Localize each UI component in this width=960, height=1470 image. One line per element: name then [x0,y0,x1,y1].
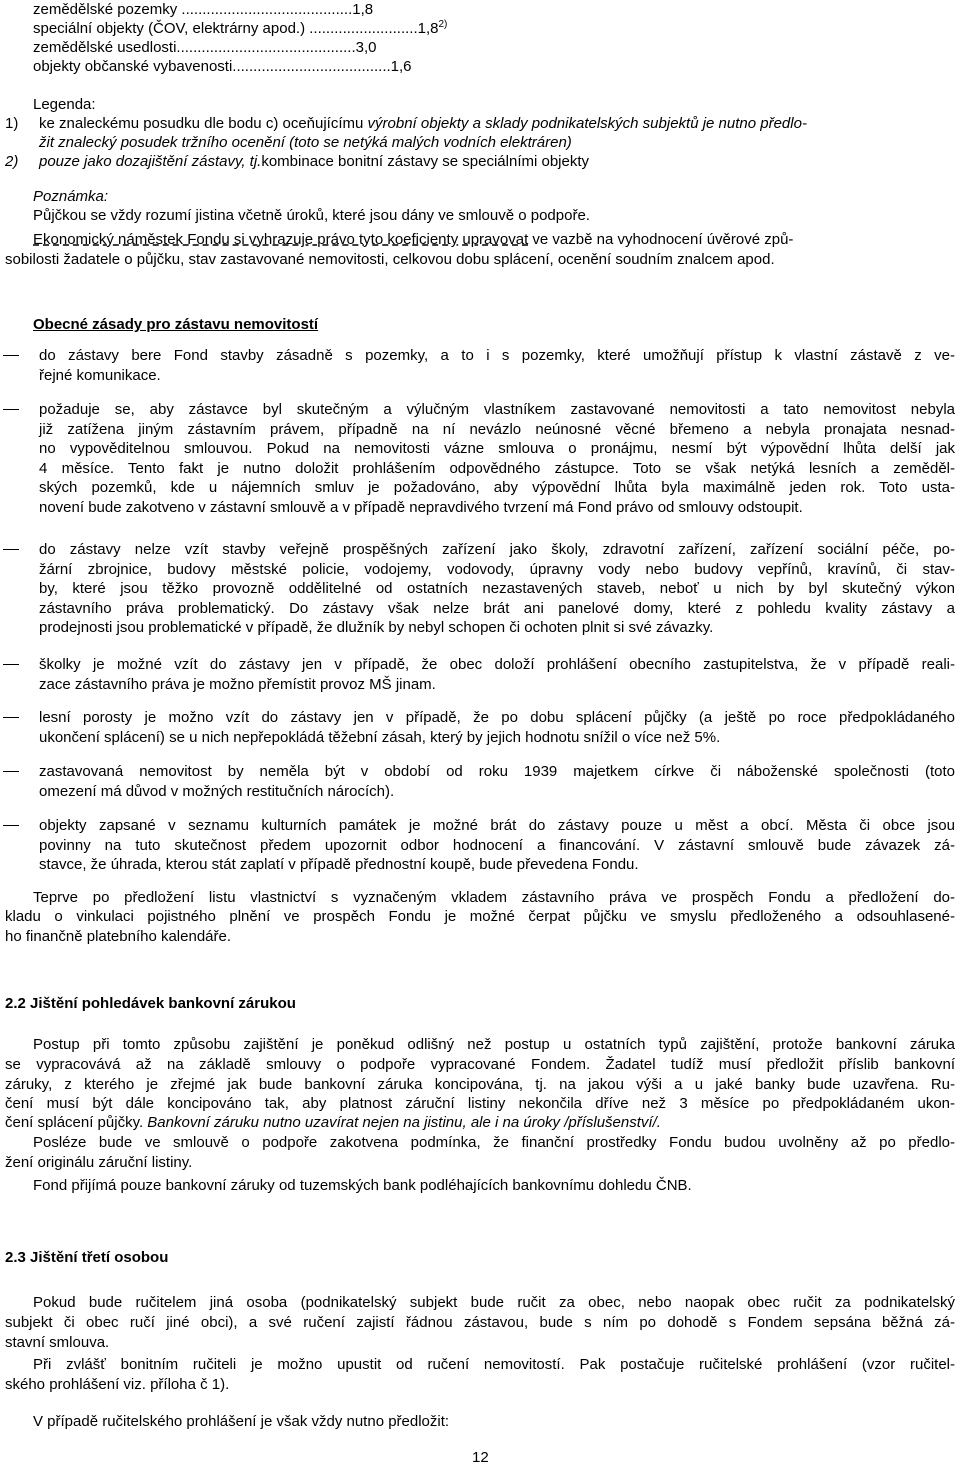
paragraph: subjekt či obec ručí jiné obci), a své ručení zajistí řádnou zástavou, bude s ním po dohodě s Fondem sepsána běžná zá- stavní smlouva. [5,1314,955,1351]
note-heading: Poznámka: [33,188,109,205]
page-number: 12 [472,1449,489,1466]
bullet-dash [3,549,19,550]
coef-row: zemědělské pozemky .........................................1,8 [33,1,374,18]
paragraph-line: Fond přijímá pouze bankovní záruky od tuzemských bank podléhajících bankovnímu dohledu ČNB. [33,1177,692,1194]
coef-row: speciální objekty (ČOV, elektrárny apod.) ..........................1,8$^{2)}$ [33,19,448,37]
principles-heading: Obecné zásady pro zástavu nemovitostí [33,316,319,333]
paragraph: Pokud bude ručitelem jiná osoba (podnikatelský subjekt bude ručit za obec, nebo naopak obec ručit za podnikatelský [33,1294,955,1311]
bullet-item: školky je možné vzít do zástavy jen v případě, že obec doloží prohlášení obecního zastupitelstva, že v případě reali- zace zástavního práva je možno přemístit provoz MŠ jinam. [39,656,955,693]
bullet-dash [3,664,19,665]
bullet-item: požaduje se, aby zástavce byl skutečným a výlučným vlastníkem zastavované nemovitosti a tato nemovitost nebyla již zatížena jiným zástavním právem, případně na ní nevázlo neúnosné věcné břemeno a nebyla pronajata nesnad- no vypověditelnou smlouvou. Pokud na nemovitosti vázne smlouva o pronájmu, nesmí být výpovědní lhůta delší jak 4 měsíce. Tento fakt je nutno doložit prohlášením odpovědného zástupce. Toto se však netýká lesních a zeměděl- ských pozemků, kde u nájemních smluv je požadováno, aby výpovědní lhůta byla maximálně jeden rok. Toto usta- novení bude zakotveno v zástavní smlouvě a v případě nepravdivého tvrzení má Fond právo od smlouvy odstoupit. [39,401,955,516]
section-heading: 2.3 Jištění třetí osobou [5,1249,169,1266]
paragraph-line: V případě ručitelského prohlášení je však vždy nutno předložit: [33,1413,450,1430]
paragraph: kladu o vinkulaci pojistného plnění ve prospěch Fondu je možné čerpat půjčku ve smyslu předloženého a odsouhlasené- ho finančně platebního kalendáře. [5,908,955,945]
bullet-item: lesní porosty je možno vzít do zástavy jen v případě, že po dobu splácení půjčky (a ještě po roce předpokládaného ukončení splácení) se u nich nepřepokládá těžební zásah, který by jejich hodnotu snížil o více než 5%. [39,709,955,746]
bullet-dash [3,409,19,410]
bullet-item: zastavovaná nemovitost by neměla být v období od roku 1939 majetkem církve či náboženské společnosti (toto omezení má důvod v možných restitučních nárocích). [39,763,955,800]
legend-item-number: 1) [5,115,19,132]
note-line: sobilosti žadatele o půjčku, stav zastavované nemovitosti, celkovou dobu splácení, ocenění soudním znalcem apod. [5,251,775,268]
legend-item-number: 2) [5,153,19,170]
bullet-dash [3,825,19,826]
paragraph-line: žení originálu záruční listiny. [5,1154,193,1171]
bullet-item: do zástavy nelze vzít stavby veřejně prospěšných zařízení jako školy, zdravotní zařízení, zařízení sociální péče, po- žární zbrojnice, budovy městské policie, vodojemy, vodovody, úpravny vody nebo budovy vepřínů, kravínů, či stav- by, které jsou těžko provozně oddělitelné od ostatních nezastavených staveb, neboť u nich by byl skutečný výkon zástavního práva problematický. Do zástavy však nelze brát ani panelové domy, které z pohledu kvality zástavy a prodejnosti jsou problematické v případě, že dlužník by nebyl schopen či ochoten plnit si své závazky. [39,541,955,636]
paragraph: Při zvlášť bonitním ručiteli je možno upustit od ručení nemovitostí. Pak postačuje ručitelské prohlášení (vzor ručitel- [33,1356,955,1373]
bullet-dash [3,771,19,772]
coef-row: objekty občanské vybavenosti......................................1,6 [33,58,412,75]
note-line: Ekonomický náměstek Fondu si vyhrazuje právo tyto koeficienty upravovat ve vazbě na vyhodnocení úvěrové způ- [33,231,794,248]
bullet-dash [3,717,19,718]
legend-heading: Legenda: [33,96,96,113]
legend-item-1-line-1: ke znaleckému posudku dle bodu c) oceňujícímu výrobní objekty a sklady podnikatelských subjektů je nutno předlo- [39,115,807,132]
bullet-dash [3,355,19,356]
paragraph: Posléze bude ve smlouvě o podpoře zakotvena podmínka, že finanční prostředky Fondu budou uvolněny až po předlo- [33,1134,955,1151]
legend-item-2: pouze jako dozajištění zástavy, tj.kombinace bonitní zástavy se speciálními objekty [39,153,590,170]
paragraph: Postup při tomto způsobu zajištění je poněkud odlišný než postup u ostatních typů zajištění, protože bankovní záruka [33,1036,955,1053]
paragraph: se vypracovává až na základě smlouvy o podpoře vypracované Fondem. Žadatel tudíž musí předložit příslib bankovní záruky, z kterého je zřejmé jak bude bankovní záruka koncipována, tj. na jakou výši a u jaké banky bude uzavřena. Ru- čení musí být dále koncipováno tak, aby platnost záruční listiny nekončila dříve než 3 měsíce po předpokládaném ukon- [5,1056,955,1112]
bullet-item: do zástavy bere Fond stavby zásadně s pozemky, a to i s pozemky, které umožňují přístup k vlastní zástavě z ve- řejné komunikace. [39,347,955,384]
legend-item-1-line-2: žit znalecký posudek tržního ocenění (toto se netýká malých vodních elektráren) [39,134,572,151]
coef-row: zemědělské usedlosti...........................................3,0 [33,39,377,56]
note-line: Půjčkou se vždy rozumí jistina včetně úroků, které jsou dány ve smlouvě o podpoře. [33,207,590,224]
paragraph: Teprve po předložení listu vlastnictví s vyznačeným vkladem zástavního práva ve prospěch Fondu a předložení do- [33,889,955,906]
bullet-item: objekty zapsané v seznamu kulturních památek je možné brát do zástavy pouze u měst a obcí. Města či obce jsou povinny na tuto skutečnost předem upozornit odbor hodnocení a financování. V zástavní smlouvě bude závazek zá- stavce, že úhrada, kterou stát zaplatí v případě přednostní koupě, bude převedena Fondu. [39,817,955,873]
paragraph-line: ského prohlášení viz. příloha č 1). [5,1376,230,1393]
section-heading: 2.2 Jištění pohledávek bankovní zárukou [5,995,296,1012]
paragraph-line: čení splácení půjčky. Bankovní záruku nutno uzavírat nejen na jistinu, ale i na úroky /příslušenství/. [5,1114,661,1131]
